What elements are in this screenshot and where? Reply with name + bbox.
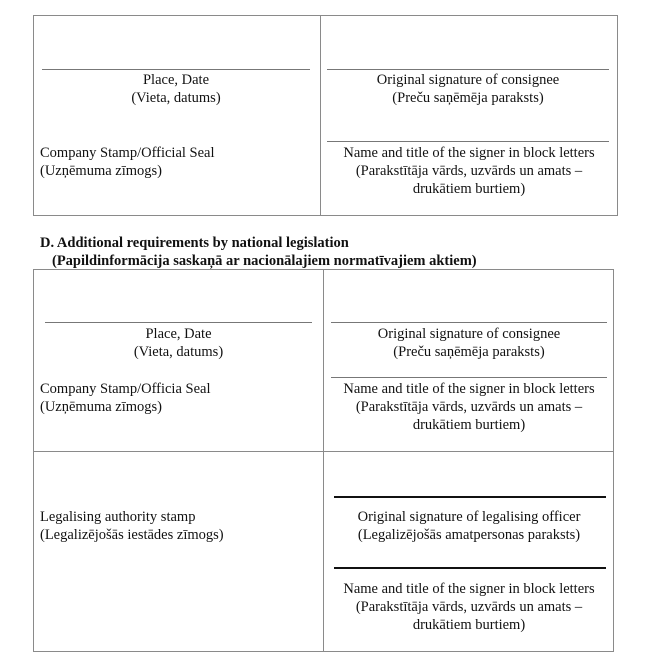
legalising-signer-name-line[interactable] — [334, 567, 606, 569]
consignee-signature-label-d-en: Original signature of consignee — [377, 326, 561, 342]
place-date-label-lv: (Vieta, datums) — [131, 90, 221, 106]
legalising-signer-name-label — [324, 580, 614, 634]
signer-name-line[interactable] — [327, 141, 609, 142]
consignee-signature-label-d-lv: (Preču saņēmēja paraksts) — [393, 344, 545, 360]
consignee-signature-label — [327, 71, 609, 107]
company-stamp-label-lv: (Uzņēmuma zīmogs) — [40, 163, 163, 179]
signer-name-label-en: Name and title of the signer in block letters — [343, 145, 595, 161]
legalising-stamp-label-en: Legalising authority stamp — [40, 509, 196, 525]
company-stamp-label-en: Company Stamp/Official Seal — [40, 145, 215, 161]
legalising-stamp-label-lv: (Legalizējošās iestādes zīmogs) — [40, 527, 224, 543]
signer-name-label-d-en: Name and title of the signer in block letters — [343, 381, 595, 397]
signer-name-label — [321, 144, 617, 198]
legalising-signature-label-lv: (Legalizējošās amatpersonas paraksts) — [357, 527, 581, 543]
company-stamp-area[interactable] — [40, 144, 215, 180]
legalising-signature-label-en: Original signature of legalising officer — [357, 509, 581, 525]
signer-name-line-d[interactable] — [331, 377, 607, 378]
place-date-label-en: Place, Date — [142, 72, 210, 88]
place-date-label-d — [45, 325, 312, 361]
legalising-signer-name-label-en: Name and title of the signer in block letters — [343, 581, 595, 597]
legalising-signer-name-label-lv-2: drukātiem burtiem) — [412, 617, 526, 633]
signer-name-label-d — [324, 380, 614, 434]
signer-name-label-lv-1: (Parakstītāja vārds, uzvārds un amats – — [355, 163, 583, 179]
place-date-line[interactable] — [42, 69, 310, 70]
company-stamp-label-d-en: Company Stamp/Officia Seal — [40, 381, 211, 397]
section-d-heading: D. Additional requirements by national legislation — [40, 235, 349, 251]
legalising-signer-name-label-lv-1: (Parakstītāja vārds, uzvārds un amats – — [355, 599, 583, 615]
signer-name-label-lv-2: drukātiem burtiem) — [412, 181, 526, 197]
company-stamp-label-d-lv: (Uzņēmuma zīmogs) — [40, 399, 163, 415]
signer-name-label-d-lv-1: (Parakstītāja vārds, uzvārds un amats – — [355, 399, 583, 415]
legalising-officer-signature-line[interactable] — [334, 496, 606, 498]
place-date-label-d-lv: (Vieta, datums) — [133, 344, 224, 360]
signer-name-label-d-lv-2: drukātiem burtiem) — [412, 417, 526, 433]
consignee-signature-line[interactable] — [327, 69, 609, 70]
consignee-signature-line-d[interactable] — [331, 322, 607, 323]
consignee-signature-label-d — [324, 325, 614, 361]
consignee-signature-label-lv: (Preču saņēmēja paraksts) — [392, 90, 544, 106]
place-date-label-d-en: Place, Date — [145, 326, 212, 342]
consignee-signature-label-en: Original signature of consignee — [376, 72, 560, 88]
place-date-label — [42, 71, 310, 107]
legalising-authority-stamp-area[interactable] — [40, 508, 224, 544]
table-row-divider-d — [33, 451, 614, 452]
place-date-line-d[interactable] — [45, 322, 312, 323]
section-d-heading-lv: (Papildinformācija saskaņā ar nacionālajiem normatīvajiem aktiem) — [52, 253, 477, 269]
company-stamp-area-d[interactable] — [40, 380, 210, 416]
legalising-officer-signature-label — [324, 508, 614, 544]
